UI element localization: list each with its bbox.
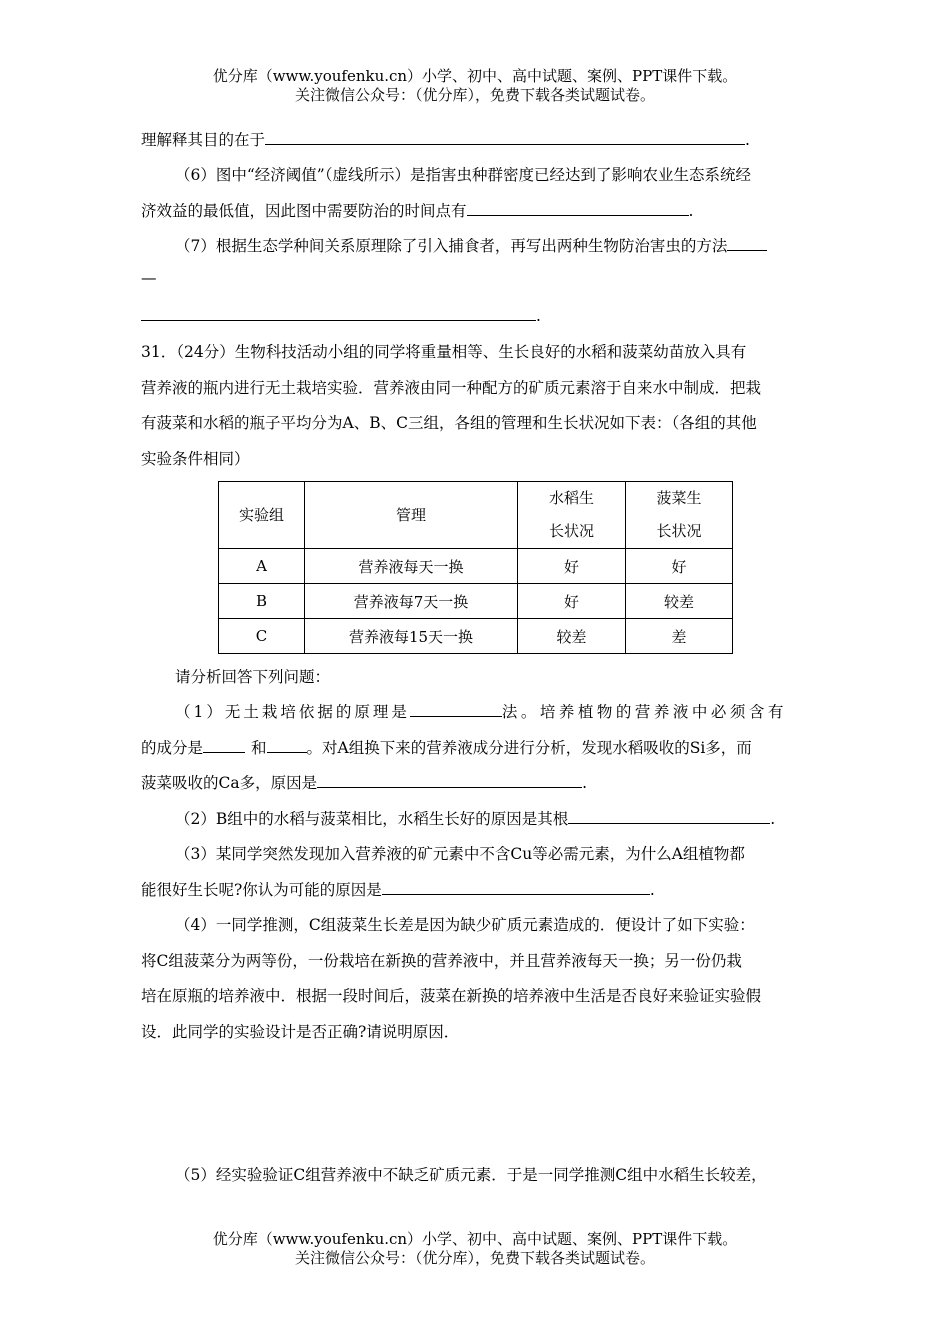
table-cell: 好 <box>518 584 626 619</box>
q31-1-line-2 <box>141 736 752 758</box>
q30-7-line-2: — <box>141 269 157 287</box>
q31-2-line <box>175 807 775 829</box>
header-line-1: 优分库（www.youfenku.cn）小学、初中、高中试题、案例、PPT课件下载。 <box>212 67 738 85</box>
q30-6-line-2 <box>141 199 693 221</box>
q31-4-line-1: （4）一同学推测，C组菠菜生长差是因为缺少矿质元素造成的．便设计了如下实验： <box>175 916 755 934</box>
table-cell: 较差 <box>626 584 733 619</box>
q31-1-line-1 <box>175 700 787 722</box>
q31-1-text-c: 的成分是 <box>141 739 204 757</box>
q30-7-line-1 <box>175 234 767 256</box>
q31-4-line-4: 设．此同学的实验设计是否正确?请说明原因． <box>141 1023 460 1041</box>
experiment-table <box>218 481 733 654</box>
q31-2-text: （2）B组中的水稻与菠菜相比，水稻生长好的原因是其根 <box>175 810 569 828</box>
q31-intro-1: 31．（24分）生物科技活动小组的同学将重量相等、生长良好的水稻和菠菜幼苗放入具有 <box>141 343 747 361</box>
table-row <box>219 619 733 654</box>
period: . <box>770 810 776 828</box>
table-cell: 营养液每天一换 <box>305 549 518 584</box>
table-cell: A <box>219 549 305 584</box>
q30-7-text: （7）根据生态学种间关系原理除了引入捕食者，再写出两种生物防治害虫的方法 <box>175 237 728 255</box>
period: . <box>536 307 541 325</box>
period: . <box>745 131 750 149</box>
answer-blank[interactable] <box>265 129 745 145</box>
page-footer <box>0 1230 950 1268</box>
answer-blank[interactable] <box>568 808 770 824</box>
header-cell: 水稻生 长状况 <box>518 482 626 549</box>
table-cell: 较差 <box>518 619 626 654</box>
answer-blank[interactable] <box>141 305 536 321</box>
answer-blank[interactable] <box>203 737 245 753</box>
table-row <box>219 584 733 619</box>
table-cell: B <box>219 584 305 619</box>
answer-blank[interactable] <box>317 772 582 788</box>
footer-line-1: 优分库（www.youfenku.cn）小学、初中、高中试题、案例、PPT课件下载。 <box>212 1230 738 1248</box>
q31-3-line-1: （3）某同学突然发现加入营养液的矿元素中不含Cu等必需元素，为什么A组植物都 <box>175 845 745 863</box>
q31-4-line-3: 培在原瓶的培养液中．根据一段时间后，菠菜在新换的培养液中生活是否良好来验证实验假 <box>141 987 762 1005</box>
table-cell: 差 <box>626 619 733 654</box>
q30-6-text: 济效益的最低值，因此图中需要防治的时间点有 <box>141 202 467 220</box>
q30-7-line-3 <box>141 305 541 325</box>
q31-1-line-3 <box>141 771 587 793</box>
table-cell: 好 <box>626 549 733 584</box>
table-header-row <box>219 482 733 549</box>
q30-6-line-1: （6）图中“经济阈值”（虚线所示）是指害虫种群密度已经达到了影响农业生态系统经 <box>175 166 751 184</box>
q31-intro-4: 实验条件相同） <box>141 450 250 468</box>
answer-blank[interactable] <box>410 701 502 717</box>
q31-1-text-b: 法。培养植物的营养液中必须含有 <box>501 703 787 721</box>
period: . <box>582 774 588 792</box>
q31-1-text-e: 菠菜吸收的Ca多，原因是 <box>141 774 318 792</box>
header-cell: 菠菜生 长状况 <box>626 482 733 549</box>
answer-blank[interactable] <box>727 235 767 251</box>
answer-blank[interactable] <box>467 200 689 216</box>
q30-line-1 <box>141 128 750 150</box>
table-cell: 营养液每7天一换 <box>305 584 518 619</box>
answer-blank[interactable] <box>382 879 650 895</box>
q31-1-text-d: 。对A组换下来的营养液成分进行分析，发现水稻吸收的Si多，而 <box>306 739 752 757</box>
answer-blank[interactable] <box>267 737 307 753</box>
header-cell: 实验组 <box>219 482 305 549</box>
table-cell: C <box>219 619 305 654</box>
table-cell: 营养液每15天一换 <box>305 619 518 654</box>
header-line-2: 关注微信公众号：（优分库），免费下载各类试题试卷。 <box>294 86 655 104</box>
q31-3-text: 能很好生长呢?你认为可能的原因是 <box>141 881 382 899</box>
period: . <box>649 881 655 899</box>
period: . <box>688 202 694 220</box>
q31-intro-2: 营养液的瓶内进行无土栽培实验．营养液由同一种配方的矿质元素溶于自来水中制成．把栽 <box>141 379 762 397</box>
q31-ask: 请分析回答下列问题： <box>175 668 331 686</box>
table-cell: 好 <box>518 549 626 584</box>
header-cell: 管理 <box>305 482 518 549</box>
footer-line-2: 关注微信公众号：（优分库），免费下载各类试题试卷。 <box>294 1249 655 1267</box>
q31-1-text: （1）无土栽培依据的原理是 <box>175 703 410 721</box>
table-row <box>219 549 733 584</box>
q30-l1-text: 理解释其目的在于 <box>141 131 266 149</box>
page-header <box>0 67 950 105</box>
q31-5-line-1: （5）经实验验证C组营养液中不缺乏矿质元素．于是一同学推测C组中水稻生长较差， <box>175 1166 767 1184</box>
q31-4-line-2: 将C组菠菜分为两等份，一份栽培在新换的营养液中，并且营养液每天一换；另一份仍栽 <box>141 952 742 970</box>
q31-3-line-2 <box>141 878 655 900</box>
q31-intro-3: 有菠菜和水稻的瓶子平均分为A、B、C三组，各组的管理和生长状况如下表：（各组的其他 <box>141 414 757 432</box>
q31-1-and: 和 <box>251 739 267 757</box>
